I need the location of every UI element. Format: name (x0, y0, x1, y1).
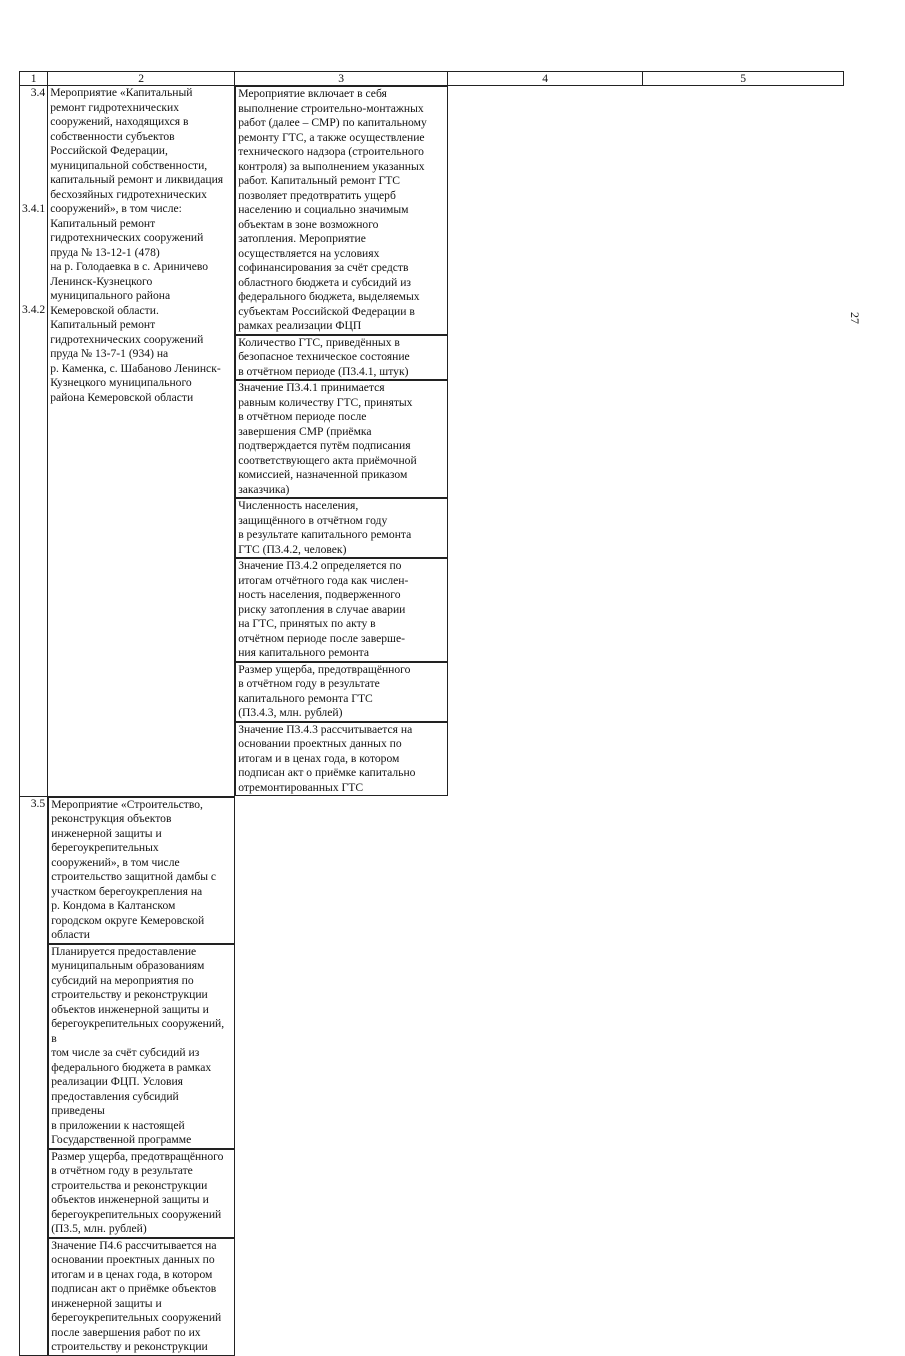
indicator-cell: Размер ущерба, предотвращённого в отчётном году в результате строительства и реконструкции объектов инженерной защиты и берегоукрепительных сооружений (П3.5, млн. рублей) (48, 1149, 235, 1238)
spacer (22, 101, 45, 202)
activity-name-cell (48, 86, 235, 797)
activity-description-cell: Планируется предоставление муниципальным образованиям субсидий на мероприятия по строительству и реконструкции объектов инженерной защиты и берегоукрепительных сооружений, в том числе за счёт субсидий из федерального бюджета в рамках реализации ФЦП. Условия предоставления субсидий приведены в приложении к настоящей Государственной программе (48, 944, 235, 1149)
method-cell: Значение П4.6 рассчитывается на основании проектных данных по итогам и в ценах года, в котором подписан акт о приёмке объектов инженерной защиты и берегоукрепительных сооружений после завершения работ по их строительству и реконструкции (48, 1238, 235, 1356)
row-number-cell (20, 86, 48, 797)
activity-name-cell: Мероприятие «Строительство, реконструкция объектов инженерной защиты и берегоукрепительных сооружений», в том числе строительство защитной дамбы с участком берегоукрепления на р. Кондома в Калтанском городском округе Кемеровской области (48, 797, 235, 944)
header-col-1: 1 (20, 72, 48, 86)
activity-description-cell: Мероприятие включает в себя выполнение строительно-монтажных работ (далее – СМР) по капитальному ремонту ГТС, а также осуществление технического надзора (строительного контроля) за выполнением указанных работ. Капитальный ремонт ГТС позволяет предотвратить ущерб населению и социально значимым объектам в зоне возможного затопления. Мероприятие осуществляется на условиях софинансирования за счёт средств областного бюджета и субсидий из федерального бюджета, выделяемых субъектам Российской Федерации в рамках реализации ФЦП (235, 86, 448, 335)
table-row-3-5 (20, 796, 844, 1356)
indicator-cell: Численность населения, защищённого в отчётном году в результате капитального ремонта ГТС (П3.4.2, человек) (235, 498, 448, 558)
indicator-cell: Размер ущерба, предотвращённого в отчётном году в результате капитального ремонта ГТС (П3.4.3, млн. рублей) (235, 662, 448, 722)
sub-activity-text: Капитальный ремонт гидротехнических сооружений пруда № 13-12-1 (478) на р. Голодаевка в с. Ариничево Ленинск-Кузнецкого муниципального района Кемеровской области. (50, 216, 209, 317)
indicator-cell: Количество ГТС, приведённых в безопасное техническое состояние в отчётном периоде (П3.4.1, штук) (235, 335, 448, 381)
method-cell: Значение П3.4.3 рассчитывается на основании проектных данных по итогам и в ценах года, в котором подписан акт о приёмке капитально отремонтированных ГТС (235, 722, 448, 797)
table-row-3-4a (20, 86, 844, 499)
header-col-5: 5 (643, 72, 844, 86)
page-number: 27 (848, 312, 862, 324)
sub-activity-text: Капитальный ремонт гидротехнических сооружений пруда № 13-7-1 (934) на р. Каменка, с. Шабаново Ленинск- Кузнецкого муниципального района Кемеровской области (50, 318, 221, 404)
header-col-4: 4 (448, 72, 643, 86)
method-cell: Значение П3.4.1 принимается равным количеству ГТС, принятых в отчётном периоде после завершения СМР (приёмка подтверждается путём подписания соответствующего акта приёмочной комиссией, назначенной приказом заказчика) (235, 380, 448, 498)
header-col-3: 3 (235, 72, 448, 86)
program-activities-table (19, 71, 844, 1356)
header-row (20, 72, 844, 86)
spacer (22, 216, 45, 303)
header-col-2: 2 (48, 72, 235, 86)
sub-row-number: 3.4.2 (22, 303, 46, 316)
sub-row-number: 3.4.1 (22, 201, 46, 215)
row-number: 3.4 (30, 86, 46, 99)
activity-title: Мероприятие «Капитальный ремонт гидротехнических сооружений, находящихся в собственности субъектов Российской Федерации, муниципальной собственности, капитальный ремонт и ликвидация бесхозяйных гидротехнических сооружений», в том числе: (50, 86, 224, 215)
method-cell: Значение П3.4.2 определяется по итогам отчётного года как числен- ность населения, подверженного риску затопления в случае аварии на ГТС, принятых по акту в отчётном периоде после заверше- ния капитального ремонта (235, 558, 448, 662)
row-number: 3.5 (20, 796, 48, 1356)
